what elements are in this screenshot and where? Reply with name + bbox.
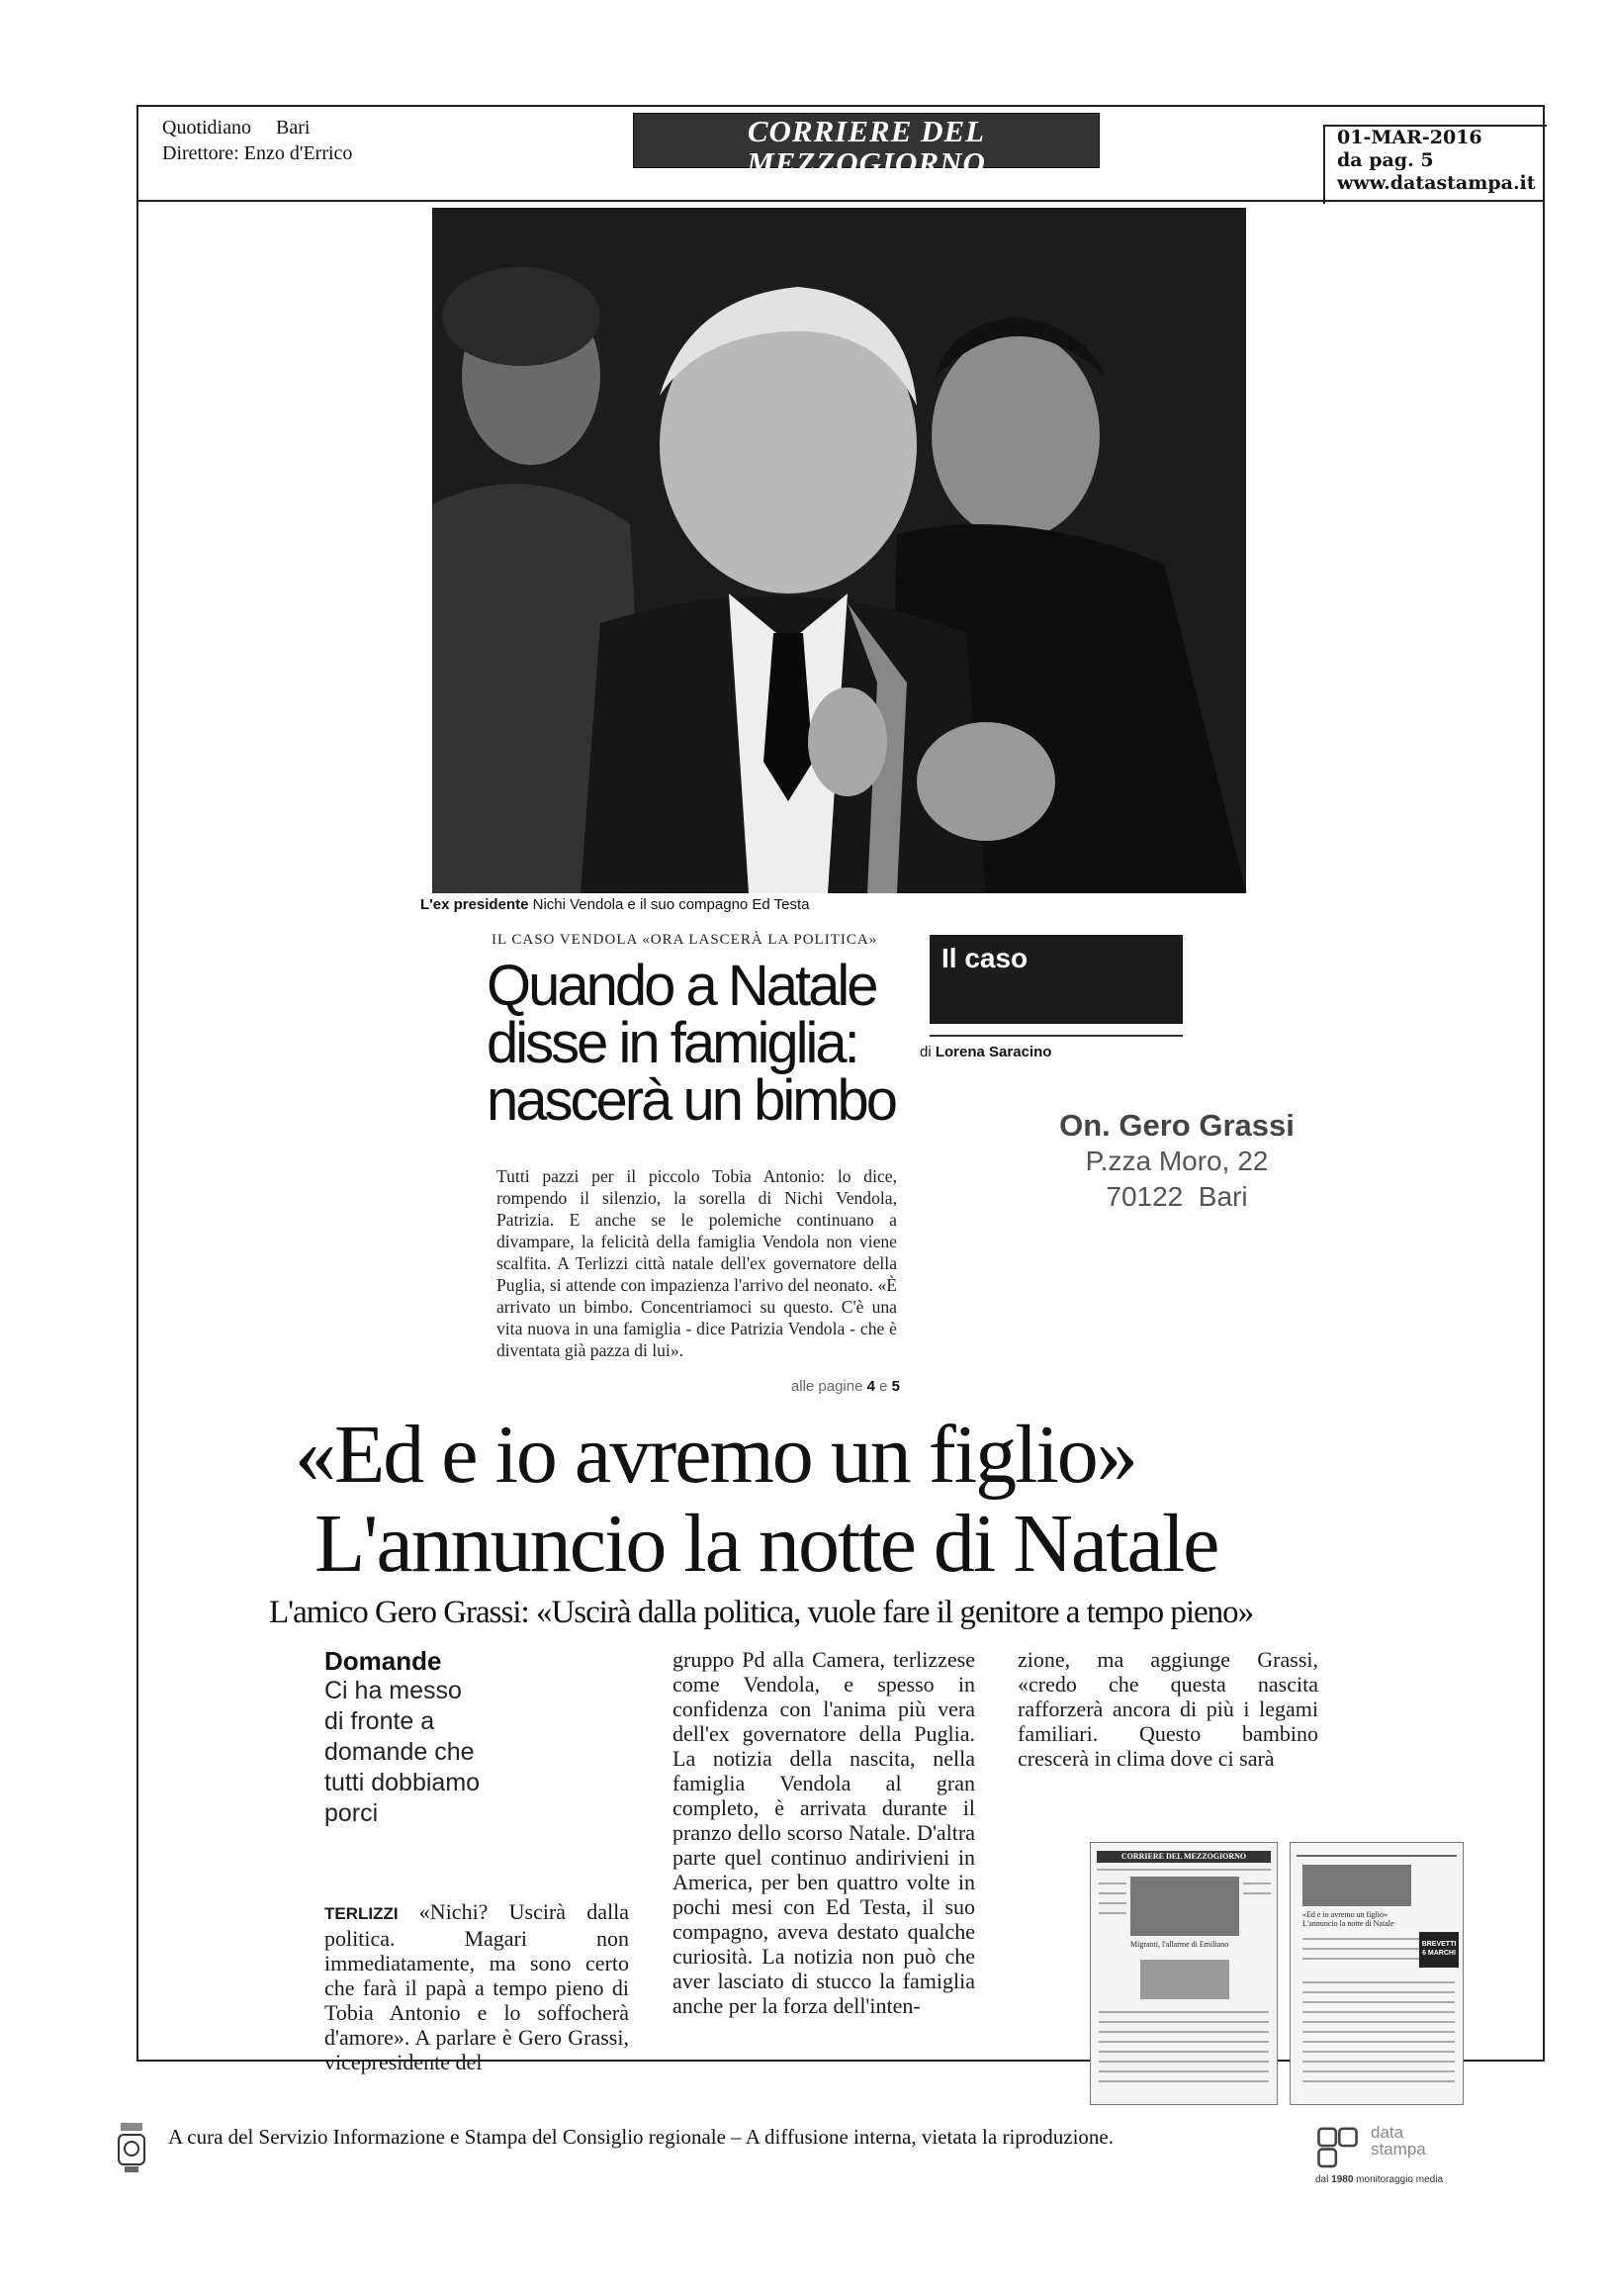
thumbnail-headline: Migranti, l'allarme di Emiliano bbox=[1130, 1940, 1229, 1949]
thumbnail-text-line bbox=[1099, 1912, 1126, 1914]
thumbnail-text-line bbox=[1302, 1981, 1455, 1983]
dateline: TERLIZZI bbox=[324, 1904, 399, 1923]
thumbnail-text-line bbox=[1302, 2070, 1455, 2072]
page-a: 4 bbox=[866, 1378, 875, 1395]
byline-prefix: di bbox=[920, 1044, 932, 1060]
thumbnail-text-line bbox=[1302, 2080, 1455, 2082]
body-column-3: zione, ma aggiunge Grassi, «credo che questa nascita rafforzerà ancora di più i legami familiari. Questo bambino crescerà in clima dove ci sarà bbox=[1018, 1647, 1318, 1771]
byline bbox=[920, 1044, 1051, 1060]
date-box bbox=[1323, 125, 1547, 204]
thumbnail-text-line bbox=[1302, 1958, 1421, 1960]
thumbnail-text-line bbox=[1099, 2061, 1269, 2063]
il-caso-rule bbox=[930, 1035, 1183, 1037]
stamp-city: 70122 Bari bbox=[1106, 1181, 1248, 1212]
side-lead: Tutti pazzi per il piccolo Tobia Antonio: lo dice, rompendo il silenzio, la sorella di Nichi Vendola, Patrizia. E anche se le polemiche continuano a divampare, la felicità della famiglia Vendola non viene scalfita. A Terlizzi città natale dell'ex governatore della Puglia, si attende con impazienza l'arrivo del neonato. «È arrivato un bimbo. Concentriamoci su questo. C'è una vita nuova in una famiglia - dice Patrizia Vendola - che è diventata già pazza di lui». bbox=[496, 1166, 897, 1360]
thumbnail-text-line bbox=[1099, 2080, 1269, 2082]
thumbnail-text-line bbox=[1302, 1938, 1421, 1940]
clipping-date: 01-MAR-2016 bbox=[1337, 127, 1482, 148]
photo-caption-text: Nichi Vendola e il suo compagno Ed Testa bbox=[528, 896, 810, 913]
thumbnail-photo-2 bbox=[1140, 1960, 1229, 1999]
thumbnail-text-line bbox=[1302, 2021, 1455, 2023]
body-column-2: gruppo Pd alla Camera, terlizzese come Vendola, e spesso in confidenza con l'anima più vera dell'ex governatore della Puglia. La notizia della nascita, nella famiglia Vendola al gran completo, è arrivata durante il pranzo dello scorso Natale. D'altra parte quel continuo andirivieni in America, per ben quattro volte in pochi mesi con Ed Testa, il suo compagno, aveva destato qualche curiosità. La notizia non può che aver lasciato di stucco la famiglia anche per la forza dell'inten- bbox=[672, 1647, 975, 2018]
page-reference-note bbox=[752, 1378, 900, 1395]
emblem-graphic bbox=[115, 2121, 148, 2176]
thumbnail-text-line bbox=[1243, 1892, 1271, 1894]
stamp-name: On. Gero Grassi bbox=[1059, 1108, 1295, 1143]
masthead bbox=[633, 113, 1100, 201]
thumbnail-text-line bbox=[1099, 2041, 1269, 2043]
pull-quote: Ci ha messo di fronte a domande che tutti dobbiamo porci bbox=[324, 1677, 481, 1827]
main-subtitle: L'amico Gero Grassi: «Uscirà dalla politica, vuole fare il genitore a tempo pieno» bbox=[269, 1595, 1254, 1630]
body-column-1 bbox=[324, 1899, 629, 2074]
thumbnail-photo bbox=[1130, 1877, 1239, 1936]
main-headline-line-2: L'annuncio la notte di Natale bbox=[314, 1498, 1218, 1590]
pull-quote-heading: Domande bbox=[324, 1646, 442, 1676]
datastampa-wordmark bbox=[1371, 2124, 1426, 2158]
thumbnail-text-line bbox=[1099, 2070, 1269, 2072]
photo-illustration bbox=[432, 208, 1246, 893]
thumbnail-rule bbox=[1297, 1855, 1457, 1857]
stamp-street: P.zza Moro, 22 bbox=[1085, 1146, 1269, 1176]
regional-council-emblem-icon bbox=[115, 2121, 148, 2176]
publication-city: Bari bbox=[276, 117, 311, 138]
thumbnail-masthead: CORRIERE DEL MEZZOGIORNO bbox=[1097, 1851, 1271, 1863]
tagline-pre: dal bbox=[1315, 2174, 1329, 2185]
thumbnail-text-line bbox=[1302, 2011, 1455, 2013]
photo-caption-bold: L'ex presidente bbox=[420, 896, 529, 913]
article-kicker: IL CASO VENDOLA «ORA LASCERÀ LA POLITICA» bbox=[492, 932, 878, 948]
il-caso-box bbox=[930, 935, 1183, 1024]
thumbnail-text-line bbox=[1243, 1883, 1271, 1884]
pages-prefix: alle pagine bbox=[790, 1378, 863, 1395]
main-headline-line-1: «Ed e io avremo un figlio» bbox=[295, 1409, 1136, 1501]
datastampa-logo-icon bbox=[1315, 2125, 1367, 2168]
thumbnail-badge-line-1: BREVETTI bbox=[1421, 1941, 1457, 1948]
datastampa-word-1: data bbox=[1371, 2123, 1404, 2142]
thumbnail-text-line bbox=[1099, 1902, 1126, 1904]
tagline-post: monitoraggio media bbox=[1356, 2174, 1443, 2185]
thumbnail-text-line bbox=[1302, 1991, 1455, 1993]
thumbnail-text-line bbox=[1099, 1883, 1126, 1884]
masthead-subtitle: BARI E PUGLIA bbox=[791, 177, 941, 201]
page-b: 5 bbox=[891, 1378, 900, 1395]
il-caso-label: Il caso bbox=[941, 943, 1029, 973]
side-headline: Quando a Natale disse in famiglia: nascerà un bimbo bbox=[487, 954, 896, 1133]
thumbnail-text-line bbox=[1302, 1948, 1421, 1950]
page-reference: da pag. 5 bbox=[1337, 149, 1434, 171]
datastampa-tagline bbox=[1315, 2174, 1443, 2185]
thumbnail-badge-line-2: 6 MARCHI bbox=[1422, 1950, 1456, 1957]
thumbnail-headline: «Ed e io avremo un figlio» L'annuncio la notte di Natale bbox=[1302, 1910, 1394, 1928]
thumbnail-text-line bbox=[1099, 2021, 1269, 2023]
thumbnail-text-line bbox=[1302, 2051, 1455, 2053]
publication-info bbox=[162, 115, 352, 166]
pages-and: e bbox=[879, 1378, 888, 1395]
thumbnail-text-line bbox=[1302, 2001, 1455, 2003]
source-website: www.datastampa.it bbox=[1337, 172, 1536, 194]
thumbnail-rule bbox=[1097, 1869, 1271, 1871]
publication-type: Quotidiano bbox=[162, 117, 251, 138]
tagline-year: 1980 bbox=[1331, 2174, 1354, 2185]
thumbnail-text-line bbox=[1302, 2031, 1455, 2033]
thumbnail-text-line bbox=[1099, 1892, 1126, 1894]
body-column-1-text: «Nichi? Uscirà dalla politica. Magari non immediatamente, ma sono certo che farà il papà a tempo pieno di Tobia Antonio e lo soffocherà d'amore». A parlare è Gero Grassi, vicepresidente del bbox=[324, 1899, 629, 2074]
publication-type-line bbox=[162, 115, 352, 140]
thumbnail-text-line bbox=[1302, 2061, 1455, 2063]
thumbnail-photo bbox=[1302, 1865, 1411, 1906]
photo-caption bbox=[420, 896, 810, 913]
clipping-header bbox=[136, 105, 1545, 202]
byline-author: Lorena Saracino bbox=[935, 1044, 1052, 1060]
address-stamp bbox=[1029, 1108, 1325, 1215]
thumbnail-text-line bbox=[1099, 2051, 1269, 2053]
thumbnail-text-line bbox=[1302, 2041, 1455, 2043]
masthead-title: CORRIERE DEL MEZZOGIORNO bbox=[747, 114, 986, 180]
front-page-thumbnail bbox=[1090, 1842, 1278, 2105]
footer-notice: A cura del Servizio Informazione e Stampa del Consiglio regionale – A diffusione interna, vietata la riproduzione. bbox=[168, 2125, 1115, 2149]
article-photo bbox=[432, 208, 1246, 893]
thumbnail-text-line bbox=[1099, 2031, 1269, 2033]
inside-page-thumbnail bbox=[1290, 1842, 1464, 2105]
datastampa-word-2: stampa bbox=[1371, 2140, 1426, 2158]
thumbnail-text-line bbox=[1099, 2011, 1269, 2013]
thumbnail-badge bbox=[1419, 1932, 1459, 1968]
director: Direttore: Enzo d'Errico bbox=[162, 142, 353, 164]
